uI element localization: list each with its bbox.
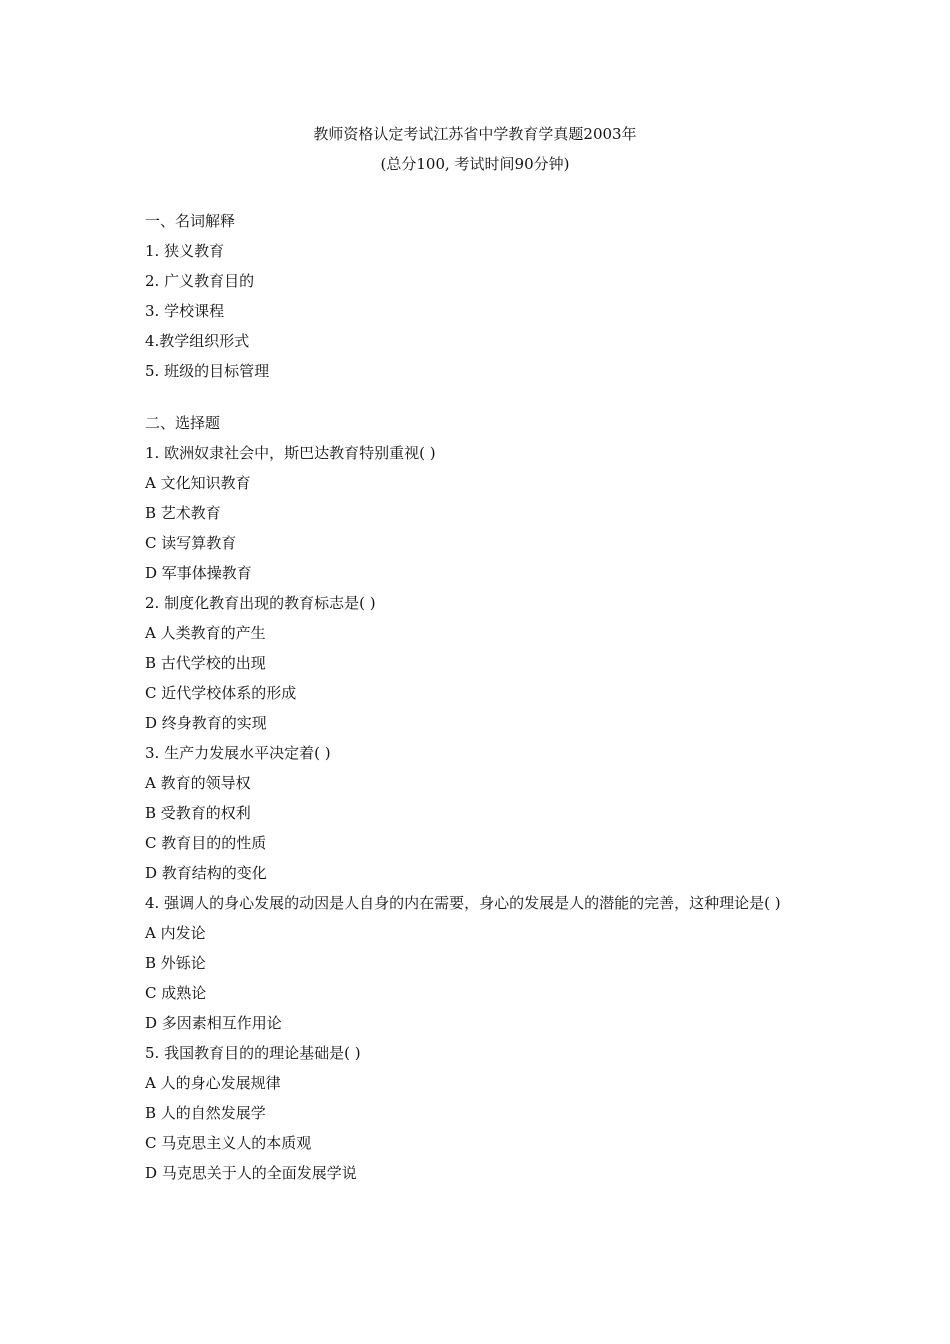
section-heading-terms: 一、名词解释	[145, 212, 236, 230]
question-stem: 5. 我国教育目的的理论基础是( )	[145, 1044, 361, 1062]
question-option: C 马克思主义人的本质观	[145, 1134, 312, 1152]
question-stem: 2. 制度化教育出现的教育标志是( )	[145, 594, 376, 612]
question-stem: 3. 生产力发展水平决定着( )	[145, 744, 331, 762]
section-spacer	[145, 386, 810, 408]
term-item: 1. 狭义教育	[145, 242, 225, 260]
term-item: 3. 学校课程	[145, 302, 225, 320]
question-stem: 4. 强调人的身心发展的动因是人自身的内在需要，身心的发展是人的潜能的完善，这种理论是( )	[145, 894, 781, 912]
document-body	[145, 206, 810, 1188]
question-option: B 古代学校的出现	[145, 654, 266, 672]
question-option: B 艺术教育	[145, 504, 221, 522]
question-option: B 受教育的权利	[145, 804, 251, 822]
question-option: A 内发论	[145, 924, 206, 942]
question-option: A 教育的领导权	[145, 774, 251, 792]
question-option: B 人的自然发展学	[145, 1104, 266, 1122]
question-option: A 文化知识教育	[145, 474, 251, 492]
question-option: C 读写算教育	[145, 534, 237, 552]
document-subtitle: (总分100, 考试时间90分钟)	[380, 155, 570, 173]
term-item: 5. 班级的目标管理	[145, 362, 270, 380]
question-option: D 军事体操教育	[145, 564, 252, 582]
question-option: A 人类教育的产生	[145, 624, 266, 642]
term-item: 2. 广义教育目的	[145, 272, 255, 290]
document-title: 教师资格认定考试江苏省中学教育学真题2003年	[313, 125, 637, 143]
question-option: C 近代学校体系的形成	[145, 684, 297, 702]
question-option: D 教育结构的变化	[145, 864, 267, 882]
question-stem: 1. 欧洲奴隶社会中，斯巴达教育特别重视( )	[145, 444, 436, 462]
question-option: D 多因素相互作用论	[145, 1014, 282, 1032]
question-option: C 教育目的的性质	[145, 834, 267, 852]
question-option: C 成熟论	[145, 984, 207, 1002]
section-heading-choice: 二、选择题	[145, 414, 221, 432]
term-item: 4.教学组织形式	[145, 332, 250, 350]
question-option: D 终身教育的实现	[145, 714, 267, 732]
question-option: A 人的身心发展规律	[145, 1074, 281, 1092]
question-option: B 外铄论	[145, 954, 206, 972]
question-option: D 马克思关于人的全面发展学说	[145, 1164, 357, 1182]
